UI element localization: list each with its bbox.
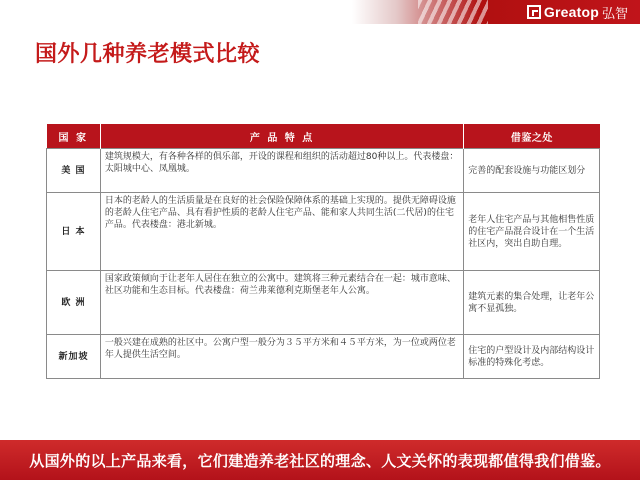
comparison-table — [46, 124, 600, 379]
reference-cell: 建筑元素的集合处理，让老年公寓不显孤独。 — [464, 271, 600, 335]
table-row — [47, 335, 600, 379]
page-title: 国外几种养老模式比较 — [35, 42, 261, 67]
table-header-row — [47, 124, 600, 149]
top-banner — [0, 0, 640, 24]
header-features: 产 品 特 点 — [100, 124, 463, 149]
reference-cell: 完善的配套设施与功能区划分 — [464, 149, 600, 193]
features-cell: 日本的老龄人的生活质量是在良好的社会保险保障体系的基础上实现的。提供无障碍设施的老龄人住宅产品、具有看护性质的老龄人住宅产品、能和家人共同生活(二代居)的住宅产品。代表楼盘：港北新城。 — [100, 193, 463, 271]
country-cell: 美 国 — [47, 149, 101, 193]
country-cell: 日 本 — [47, 193, 101, 271]
table-row — [47, 271, 600, 335]
footer-text: 从国外的以上产品来看，它们建造养老社区的理念、人文关怀的表现都值得我们借鉴。 — [29, 451, 611, 470]
features-cell: 国家政策倾向于让老年人居住在独立的公寓中。建筑将三种元素结合在一起：城市意味、社区功能和生态目标。代表楼盘：荷兰弗莱德利克斯堡老年人公寓。 — [100, 271, 463, 335]
logo-text-en: Greatop — [543, 4, 599, 20]
reference-cell: 老年人住宅产品与其他相售性质的住宅产品混合设计在一个生活社区内，突出自助自理。 — [464, 193, 600, 271]
reference-cell: 住宅的户型设计及内部结构设计标准的特殊化考虑。 — [464, 335, 600, 379]
header-country: 国 家 — [47, 124, 101, 149]
country-cell: 新加坡 — [47, 335, 101, 379]
table-row — [47, 149, 600, 193]
header-reference: 借鉴之处 — [464, 124, 600, 149]
country-cell: 欧 洲 — [47, 271, 101, 335]
features-cell: 一般兴建在成熟的社区中。公寓户型一般分为３５平方米和４５平方米，为一位或两位老年人提供生活空间。 — [100, 335, 463, 379]
footer-banner — [0, 440, 640, 480]
table-row — [47, 193, 600, 271]
brand-logo — [527, 3, 628, 21]
logo-text-cn: 弘智 — [601, 6, 628, 22]
logo-mark-icon — [527, 5, 541, 19]
features-cell: 建筑规模大，有各种各样的俱乐部，开设的课程和组织的活动超过80种以上。代表楼盘：太阳城中心、凤凰城。 — [100, 149, 463, 193]
banner-stripes — [418, 0, 488, 24]
